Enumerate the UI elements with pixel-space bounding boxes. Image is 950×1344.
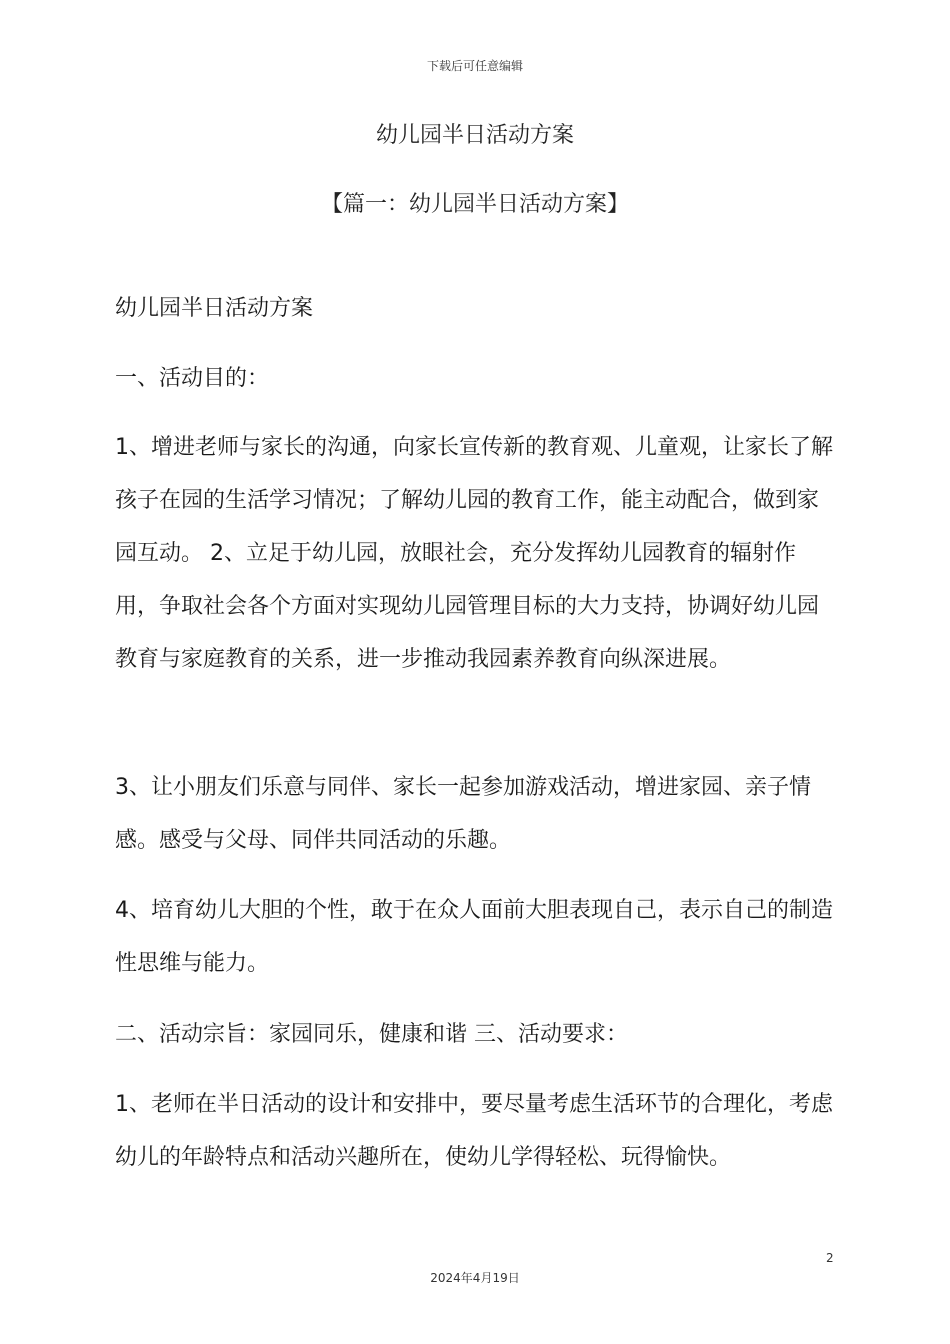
section-heading-purpose: 一、活动目的： bbox=[115, 366, 270, 391]
paragraph-purpose-3: 3、让小朋友们乐意与同伴、家长一起参加游戏活动，增进家园、亲子情感。感受与父母、同伴共同活动的乐趣。 bbox=[115, 775, 811, 853]
page-number: 2 bbox=[826, 1251, 834, 1265]
header-note: 下载后可任意编辑 bbox=[426, 59, 523, 73]
paragraph-aim-and-requirements: 二、活动宗旨：家园同乐，健康和谐 三、活动要求： bbox=[115, 1022, 628, 1047]
document-title: 幼儿园半日活动方案 bbox=[375, 123, 574, 148]
section-heading-plan: 幼儿园半日活动方案 bbox=[115, 296, 314, 321]
document-subtitle: 【篇一：幼儿园半日活动方案】 bbox=[320, 192, 629, 217]
paragraph-purpose-1-2: 1、增进老师与家长的沟通，向家长宣传新的教育观、儿童观，让家长了解孩子在园的生活学习情况；了解幼儿园的教育工作，能主动配合，做到家园互动。 2、立足于幼儿园，放眼社会，充分发挥幼儿园教育的辐射作用，争取社会各个方面对实现幼儿园管理目标的大力支持，协调好幼儿园教育与家庭教育的关系，进一步推动我园素养教育向纵深进展。 bbox=[115, 435, 833, 672]
paragraph-requirement-1: 1、老师在半日活动的设计和安排中，要尽量考虑生活环节的合理化，考虑幼儿的年龄特点和活动兴趣所在，使幼儿学得轻松、玩得愉快。 bbox=[115, 1092, 833, 1170]
paragraph-purpose-4: 4、培育幼儿大胆的个性，敢于在众人面前大胆表现自己，表示自己的制造性思维与能力。 bbox=[115, 898, 833, 976]
footer-date: 2024年4月19日 bbox=[430, 1271, 520, 1285]
